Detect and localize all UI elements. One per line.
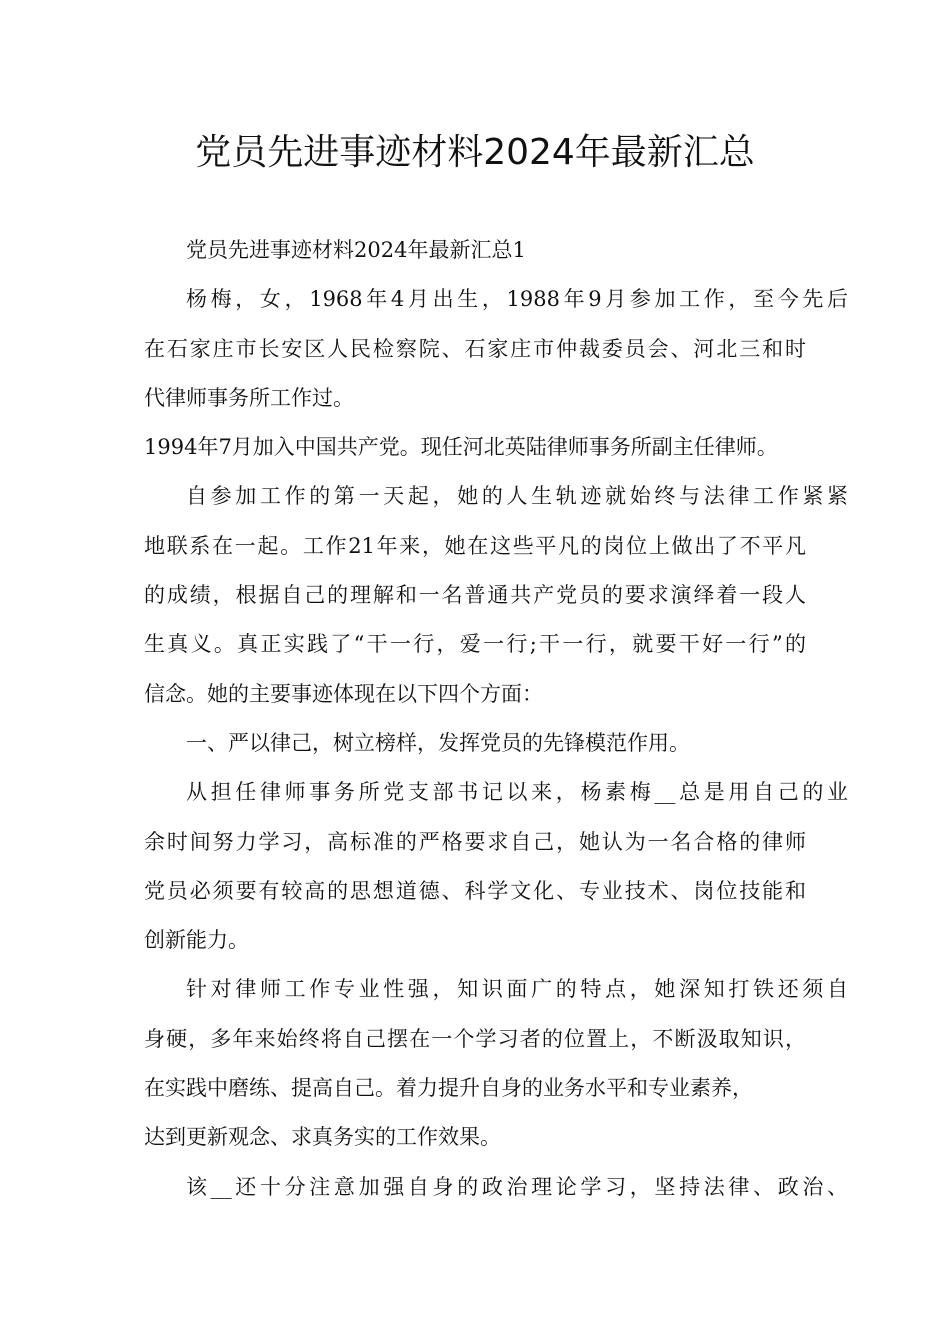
paragraph-line: 达到更新观念、求真务实的工作效果。	[144, 1125, 501, 1150]
paragraph-line: 代律师事务所工作过。	[144, 385, 354, 410]
paragraph-line: 1994年7月加入中国共产党。现任河北英陆律师事务所副主任律师。	[144, 435, 778, 460]
paragraph-line: 党员必须要有较高的思想道德、科学文化、专业技术、岗位技能和	[144, 878, 806, 903]
paragraph-line: 地联系在一起。工作21年来，她在这些平凡的岗位上做出了不平凡	[144, 533, 806, 558]
paragraph-line: 创新能力。	[144, 928, 249, 953]
paragraph-line: 针对律师工作专业性强，知识面广的特点，她深知打铁还须自	[186, 977, 848, 1002]
paragraph-line: 信念。她的主要事迹体现在以下四个方面：	[144, 681, 543, 706]
section-heading: 一、严以律己，树立榜样，发挥党员的先锋模范作用。	[186, 730, 690, 755]
paragraph-line: 自参加工作的第一天起，她的人生轨迹就始终与法律工作紧紧	[186, 484, 848, 509]
paragraph-line: 的成绩，根据自己的理解和一名普通共产党员的要求演绎着一段人	[144, 583, 806, 608]
document-body	[144, 226, 848, 1212]
section-heading: 党员先进事迹材料2024年最新汇总1	[186, 238, 526, 262]
paragraph-line: 生真义。真正实践了“干一行，爱一行;干一行，就要干好一行”的	[144, 632, 806, 657]
paragraph-line: 余时间努力学习，高标准的严格要求自己，她认为一名合格的律师	[144, 829, 806, 854]
document-title: 党员先进事迹材料2024年最新汇总	[195, 132, 755, 173]
paragraph-line: 在石家庄市长安区人民检察院、石家庄市仲裁委员会、河北三和时	[144, 336, 806, 361]
paragraph-line: 杨梅，女，1968年4月出生，1988年9月参加工作，至今先后	[186, 287, 848, 312]
paragraph-line: 在实践中磨练、提高自己。着力提升自身的业务水平和专业素养，	[144, 1076, 753, 1101]
paragraph-line: 从担任律师事务所党支部书记以来，杨素梅__总是用自己的业	[186, 780, 848, 805]
paragraph-line: 该__还十分注意加强自身的政治理论学习，坚持法律、政治、	[186, 1174, 848, 1199]
paragraph-line: 身硬，多年来始终将自己摆在一个学习者的位置上，不断汲取知识，	[144, 1026, 806, 1051]
